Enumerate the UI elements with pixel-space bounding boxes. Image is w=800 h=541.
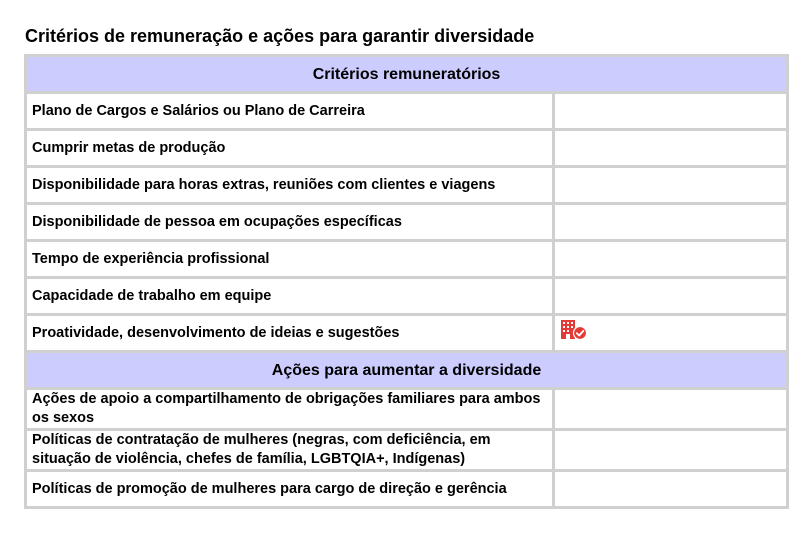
row-mark-cell [554, 204, 788, 241]
row-mark-cell [554, 278, 788, 315]
table-row [26, 315, 788, 352]
row-label: Ações de apoio a compartilhamento de obrigações familiares para ambos os sexos [26, 389, 554, 430]
row-label: Proatividade, desenvolvimento de ideias e sugestões [26, 315, 554, 352]
row-label: Cumprir metas de produção [26, 130, 554, 167]
row-label: Políticas de contratação de mulheres (negras, com deficiência, em situação de violência, chefes de família, LGBTQIA+, Indígenas) [26, 430, 554, 471]
table-row [26, 430, 788, 471]
table-row [26, 167, 788, 204]
row-label: Capacidade de trabalho em equipe [26, 278, 554, 315]
row-mark-cell [554, 93, 788, 130]
table-row [26, 241, 788, 278]
row-mark-cell [554, 315, 788, 352]
row-label: Disponibilidade de pessoa em ocupações específicas [26, 204, 554, 241]
row-label: Tempo de experiência profissional [26, 241, 554, 278]
table-row [26, 130, 788, 167]
section-header-diversity [26, 352, 788, 389]
criteria-table [24, 54, 789, 509]
row-mark-cell [554, 471, 788, 508]
section-header-label: Critérios remuneratórios [26, 56, 788, 93]
row-mark-cell [554, 389, 788, 430]
row-mark-cell [554, 167, 788, 204]
row-mark-cell [554, 130, 788, 167]
table-row [26, 93, 788, 130]
company-check-icon [560, 319, 588, 347]
section-header-label: Ações para aumentar a diversidade [26, 352, 788, 389]
page-title: Critérios de remuneração e ações para garantir diversidade [25, 26, 535, 46]
row-label: Plano de Cargos e Salários ou Plano de Carreira [26, 93, 554, 130]
table-row [26, 471, 788, 508]
table-row [26, 278, 788, 315]
row-mark-cell [554, 241, 788, 278]
row-label: Políticas de promoção de mulheres para cargo de direção e gerência [26, 471, 554, 508]
row-label: Disponibilidade para horas extras, reuniões com clientes e viagens [26, 167, 554, 204]
section-header-remuneration [26, 56, 788, 93]
row-mark-cell [554, 430, 788, 471]
table-row [26, 204, 788, 241]
table-row [26, 389, 788, 430]
